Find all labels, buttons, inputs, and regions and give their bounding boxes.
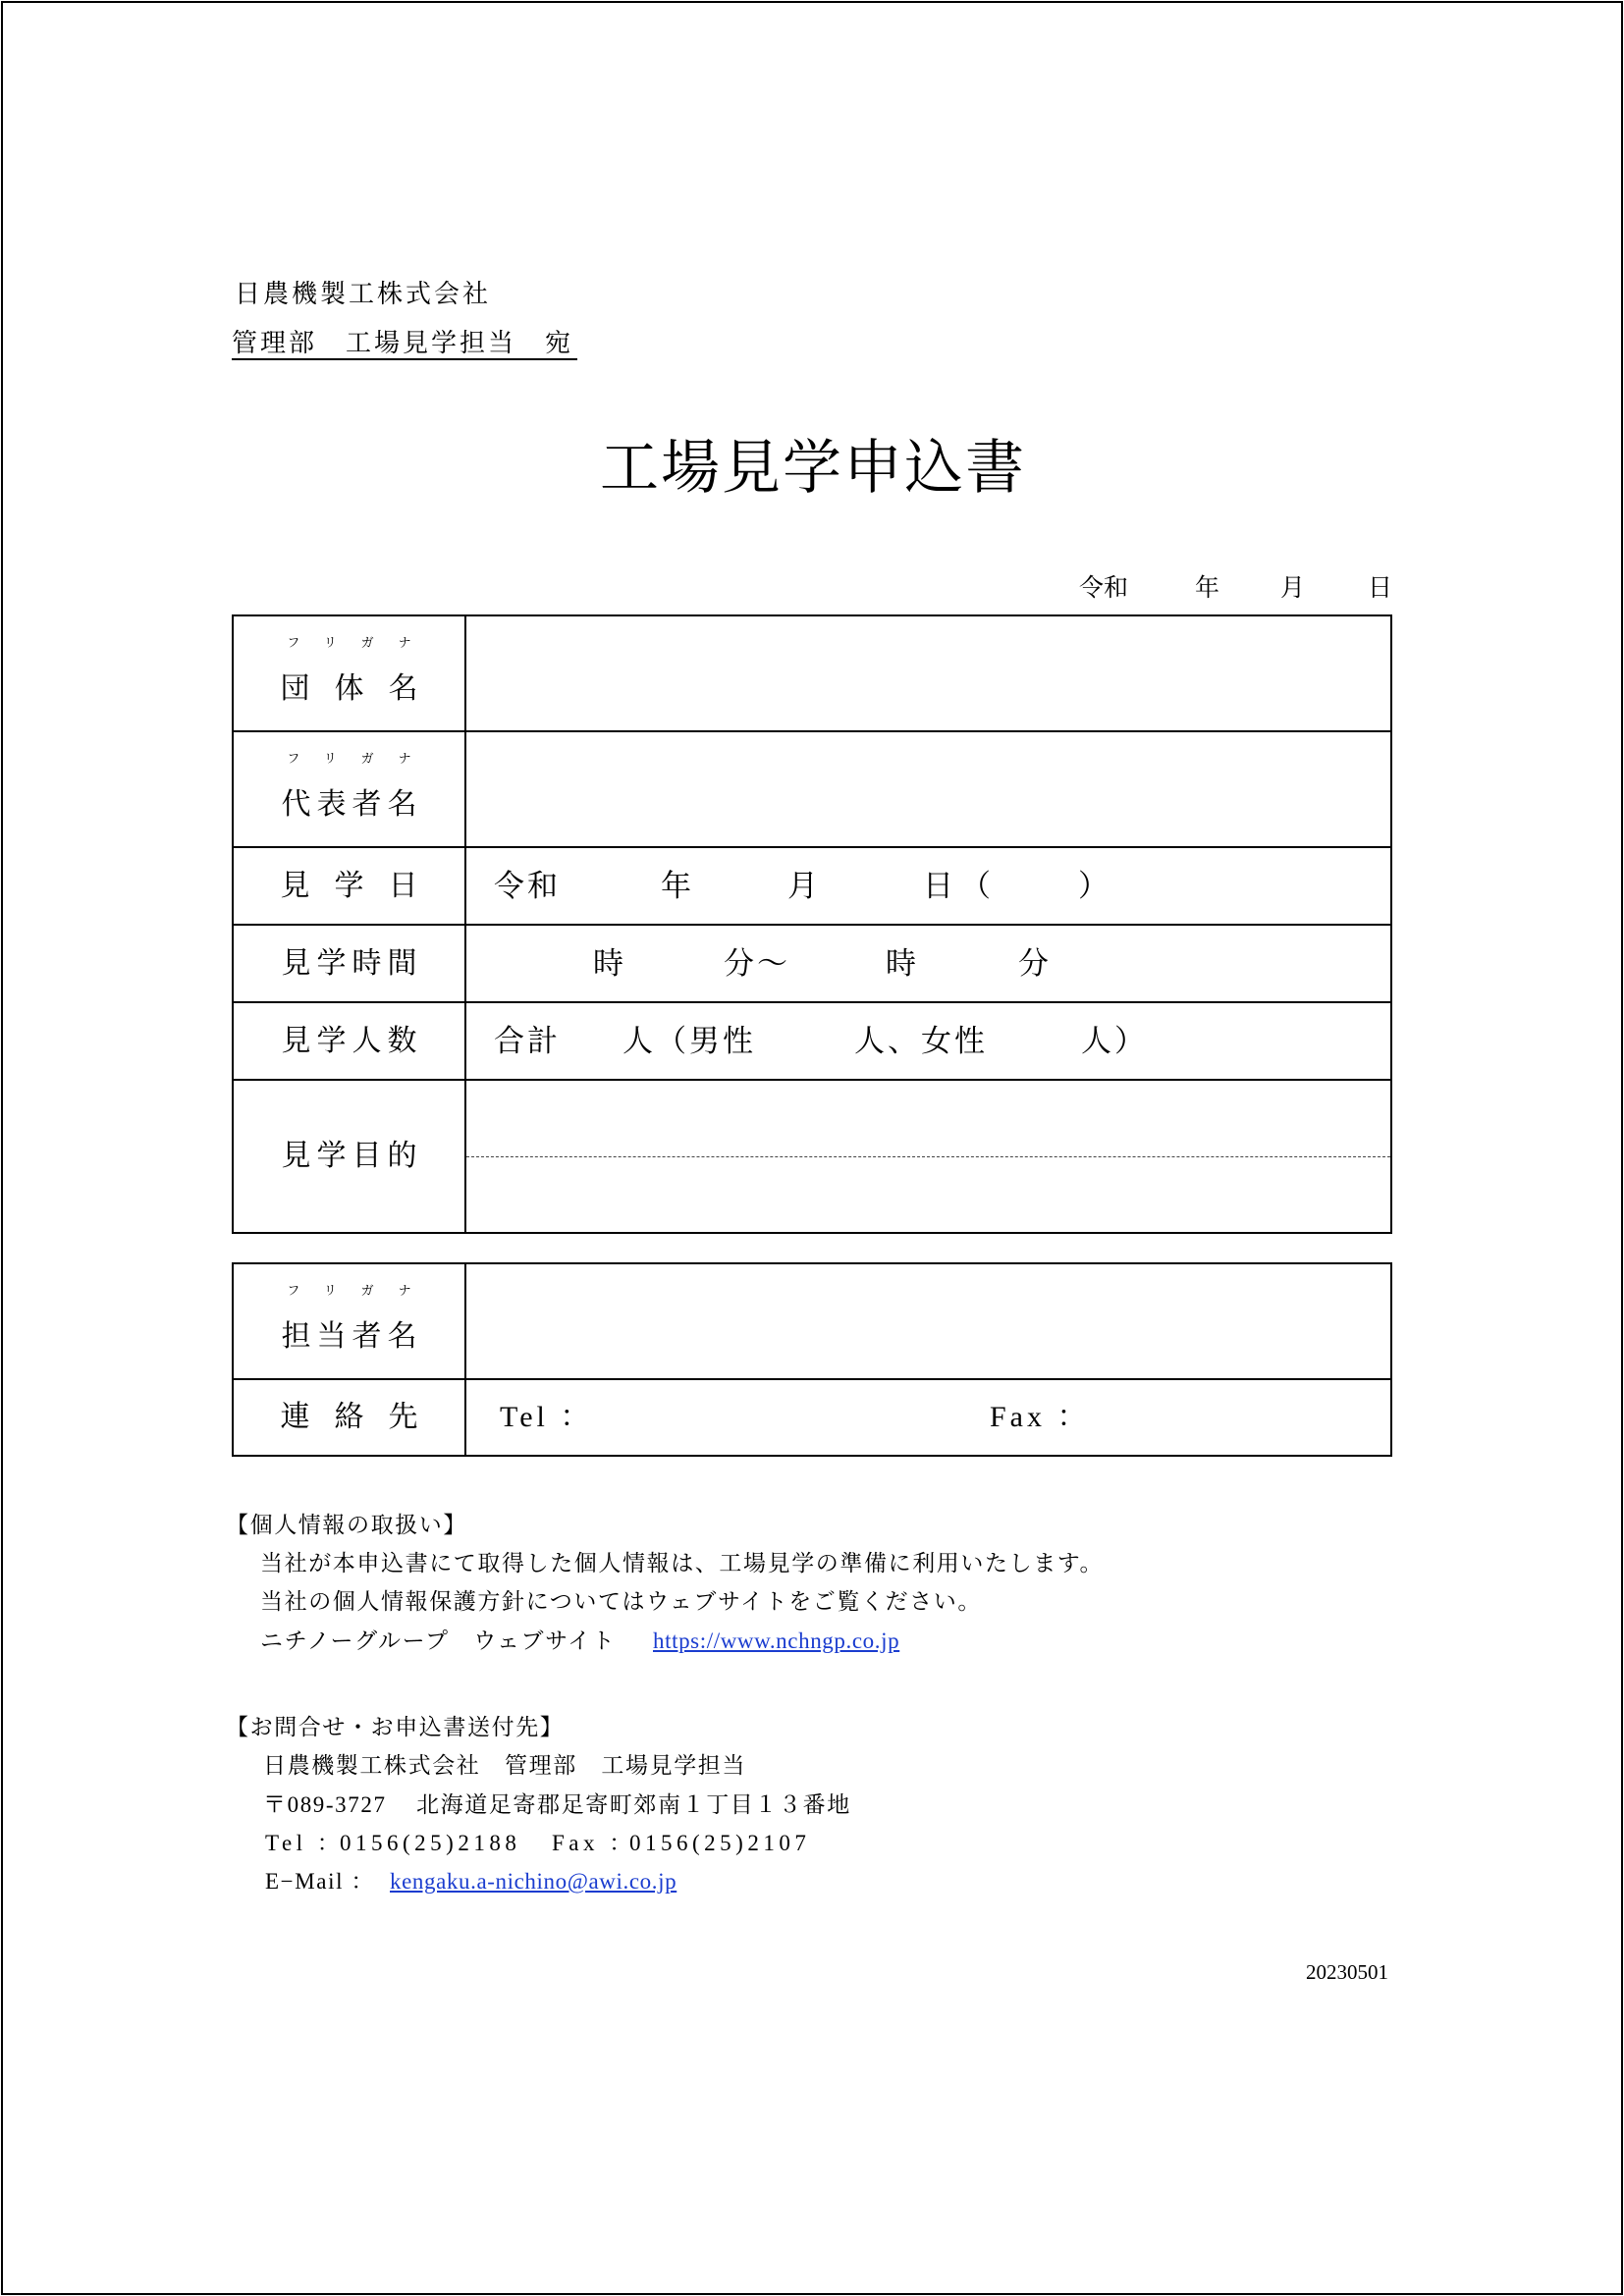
person-in-charge-label-cell — [234, 1264, 466, 1378]
visit-date-label-cell — [234, 848, 466, 924]
visit-date-year: 年 — [661, 868, 694, 903]
date-month: 月 — [1280, 575, 1306, 602]
recipient-company: 日農機製工株式会社 — [235, 280, 492, 308]
person-in-charge-field — [466, 1264, 1390, 1378]
inquiry-email-label: E−Mail ： — [265, 1869, 376, 1894]
website-link[interactable]: https://www.nchngp.co.jp — [653, 1629, 900, 1653]
representative-name-field — [466, 732, 1390, 846]
visitor-count-female: 人、女性 — [854, 1023, 988, 1058]
contact-field — [466, 1380, 1390, 1455]
representative-name-label-cell — [234, 732, 466, 846]
visit-date-row — [234, 846, 1390, 924]
representative-name-row — [234, 730, 1390, 846]
visit-date-field — [466, 848, 1390, 924]
visitor-count-total: 合計 — [494, 1023, 561, 1058]
visit-date-day: 日 — [923, 868, 956, 903]
person-in-charge-furigana: フリガナ — [287, 1283, 436, 1298]
privacy-line-1: 当社が本申込書にて取得した個人情報は、工場見学の準備に利用いたします。 — [260, 1551, 1105, 1575]
visitor-count-field — [466, 1003, 1390, 1079]
inquiry-heading: 【お問合せ・お申込書送付先】 — [226, 1715, 565, 1739]
visit-time-field — [466, 926, 1390, 1001]
visit-date-label: 見学日 — [280, 869, 443, 902]
visitor-count-label-cell — [234, 1003, 466, 1079]
contact-label: 連絡先 — [280, 1401, 443, 1433]
contact-tel-label: Tel ： — [500, 1401, 594, 1433]
privacy-heading: 【個人情報の取扱い】 — [226, 1513, 467, 1537]
visit-time-start-hour: 時 — [593, 945, 626, 981]
inquiry-address: 北海道足寄郡足寄町郊南１丁目１３番地 — [416, 1792, 851, 1817]
visit-date-era: 令和 — [494, 868, 561, 903]
visit-date-weekday-open: （ — [960, 868, 994, 903]
visitor-count-label: 見学人数 — [281, 1024, 423, 1057]
application-table — [232, 614, 1392, 1234]
representative-name-furigana: フリガナ — [287, 751, 436, 766]
group-name-label: 団体名 — [280, 672, 443, 705]
visit-time-label: 見学時間 — [281, 946, 423, 980]
purpose-label: 見学目的 — [281, 1140, 423, 1172]
purpose-field — [466, 1081, 1390, 1232]
visit-time-label-cell — [234, 926, 466, 1001]
contact-table — [232, 1262, 1392, 1457]
representative-name-label: 代表者名 — [281, 788, 423, 821]
group-name-label-cell — [234, 616, 466, 730]
privacy-line-2: 当社の個人情報保護方針についてはウェブサイトをご覧ください。 — [260, 1589, 983, 1614]
inquiry-tel: 0156(25)2188 — [340, 1831, 521, 1855]
visit-time-end-minute: 分 — [1018, 945, 1052, 981]
contact-row — [234, 1378, 1390, 1455]
visit-time-start-minute: 分～ — [724, 945, 790, 981]
purpose-label-cell — [234, 1081, 466, 1232]
group-name-field — [466, 616, 1390, 730]
recipient-addressee: 管理部 工場見学担当 宛 — [232, 329, 577, 360]
group-name-furigana: フリガナ — [287, 635, 436, 650]
visitor-count-end: 人） — [1081, 1023, 1148, 1058]
document-code: 20230501 — [1306, 1960, 1388, 1984]
purpose-dashed-divider — [466, 1156, 1390, 1157]
date-day: 日 — [1368, 575, 1393, 602]
visitor-count-row — [234, 1001, 1390, 1079]
contact-fax-label: Fax ： — [990, 1401, 1091, 1433]
visitor-count-male: 人（男性 — [623, 1023, 756, 1058]
inquiry-organization: 日農機製工株式会社 管理部 工場見学担当 — [263, 1753, 746, 1778]
date-era: 令和 — [1079, 575, 1129, 602]
inquiry-email-link[interactable]: kengaku.a-nichino@awi.co.jp — [390, 1869, 677, 1894]
inquiry-fax: 0156(25)2107 — [629, 1831, 811, 1855]
visit-date-weekday-close: ） — [1078, 868, 1111, 903]
person-in-charge-label: 担当者名 — [281, 1320, 423, 1353]
inquiry-tel-label: Tel ： — [265, 1831, 345, 1855]
inquiry-fax-label: Fax ： — [552, 1831, 636, 1855]
visit-date-month: 月 — [787, 868, 821, 903]
date-year: 年 — [1195, 575, 1220, 602]
person-in-charge-row — [234, 1264, 1390, 1378]
visit-time-row — [234, 924, 1390, 1001]
document-title: 工場見学申込書 — [600, 436, 1026, 501]
purpose-row — [234, 1079, 1390, 1232]
contact-label-cell — [234, 1380, 466, 1455]
website-label: ニチノーグループ ウェブサイト — [260, 1629, 617, 1653]
inquiry-postal-code: 〒089-3727 — [263, 1792, 387, 1817]
group-name-row — [234, 616, 1390, 730]
visit-time-end-hour: 時 — [886, 945, 919, 981]
